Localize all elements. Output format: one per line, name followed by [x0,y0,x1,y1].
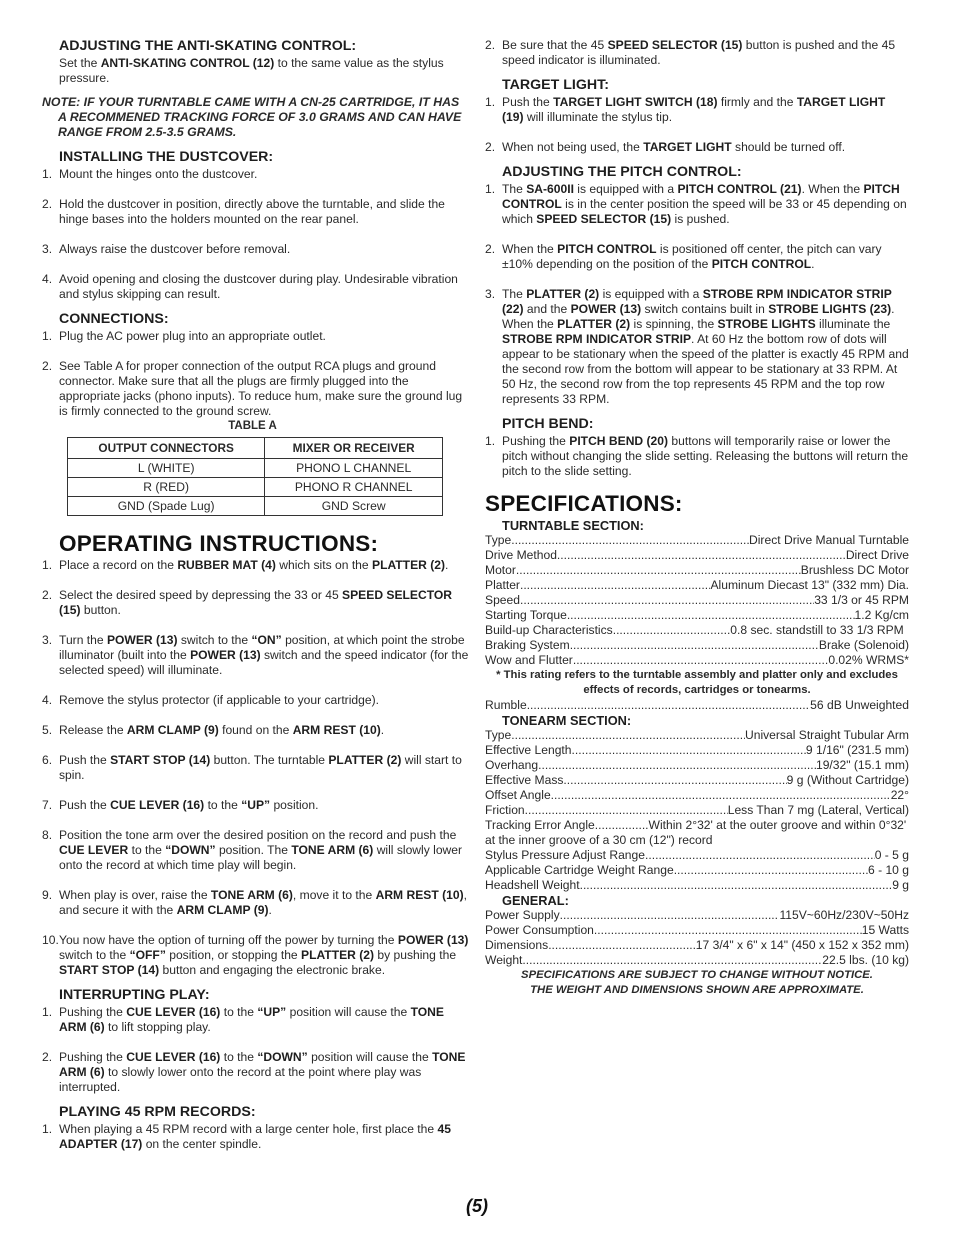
list-item: 1. Pushing the CUE LEVER (16) to the “UP” position will cause the TONE ARM (6) to lift stopping play. [42,1005,444,1034]
dustcover-heading: INSTALLING THE DUSTCOVER: [59,149,274,165]
list-item: 8. Position the tone arm over the desired position on the record and push the CUE LEVER to the “DOWN” position. The TONE ARM (6) will slowly lower onto the record at which time play will begin. [42,828,463,872]
spec-row [485,848,909,863]
spec-label: Rumble [485,698,527,712]
spec-label: Offset Angle [485,788,551,802]
list-item: 1. Pushing the PITCH BEND (20) buttons will temporarily raise or lower the pitch without changing the slide setting. Releasing the buttons will return the pitch to the slide setting. [485,434,909,478]
spec-label: Type [485,728,512,742]
spec-label: Motor [485,563,516,577]
spec-leader-dots [557,548,846,563]
table-header-row [68,438,443,459]
spec-row [485,803,909,818]
spec-value: Direct Drive Manual Turntable [749,533,909,547]
list-item: 2. When not being used, the TARGET LIGHT should be turned off. [485,140,846,154]
spec-leader-dots [511,533,749,548]
turntable-spec-list [485,533,909,623]
spec-value: Direct Drive [845,548,909,562]
spec-label: Applicable Cartridge Weight Range [485,863,674,877]
pitch-bend-heading: PITCH BEND: [502,416,594,432]
rating-note: * This rating refers to the turntable assembly and platter only and excludes effects of records, cartridges or tonearms. [496,669,898,696]
spec-label: Headshell Weight [485,878,580,892]
spec-leader-dots [645,848,875,863]
spec-value: 15 Watts [861,923,909,937]
tonearm-spec-list [485,848,909,893]
spec-value: 17 3/4" x 6" x 14" (450 x 152 x 352 mm) [695,938,909,952]
table-header: OUTPUT CONNECTORS [68,438,265,459]
spec-row [485,953,909,968]
spec-row [485,593,909,608]
spec-row [485,563,909,578]
spec-row [485,878,909,893]
spec-label: Friction [485,803,525,817]
spec-label: Platter [485,578,520,592]
spec-label: Overhang [485,758,539,772]
spec-leader-dots [525,803,728,818]
spec-label: Power Consumption [485,923,594,937]
disclaimer-line: THE WEIGHT AND DIMENSIONS SHOWN ARE APPROXIMATE. [530,984,864,996]
list-item: 9. When play is over, raise the TONE ARM (6), move it to the ARM REST (10), and secure it with the ARM CLAMP (9). [42,888,467,917]
spec-leader-dots [560,908,780,923]
anti-skating-text: Set the ANTI-SKATING CONTROL (12) to the same value as the stylus pressure. [59,56,444,85]
spec-leader-dots [570,638,819,653]
spec-label: Starting Torque [485,608,567,622]
spec-leader-dots [563,773,786,788]
table-cell: L (WHITE) [68,459,265,478]
table-row [68,459,443,478]
spec-leader-dots [538,758,816,773]
spec-value: 33 1/3 or 45 RPM [814,593,909,607]
table-cell: GND (Spade Lug) [68,497,265,516]
spec-leader-dots [527,698,810,713]
spec-leader-dots [511,728,745,743]
spec-row [485,908,909,923]
spec-value: 56 dB Unweighted [810,698,909,712]
operating-instructions-title: OPERATING INSTRUCTIONS: [59,531,379,556]
list-item: 4. Avoid opening and closing the dustcover during play. Undesirable vibration and stylus skipping can result. [42,272,458,301]
table-row [68,478,443,497]
list-item: 2. Pushing the CUE LEVER (16) to the “DOWN” position will cause the TONE ARM (6) to slowly lower onto the record at the point where play was interrupted. [42,1050,466,1094]
spec-row [485,608,909,623]
table-cell: PHONO R CHANNEL [265,478,443,497]
list-item: 2. Select the desired speed by depressing the 33 or 45 SPEED SELECTOR (15) button. [42,588,453,617]
table-cell: PHONO L CHANNEL [265,459,443,478]
spec-row: Tracking Error Angle................Within 2°32' at the outer groove and within 0°32' at the inner groove of a 30 cm (12") record [485,818,907,847]
table-row [68,497,443,516]
right-column [485,38,909,998]
list-item: 2. Be sure that the 45 SPEED SELECTOR (15) button is pushed and the 45 speed indicator is illuminated. [485,38,896,67]
spec-leader-dots [516,563,801,578]
spec-leader-dots [674,863,868,878]
list-item: 3. Always raise the dustcover before removal. [42,242,291,256]
spec-label: Speed [485,593,520,607]
spec-row [485,728,909,743]
spec-value: 6 - 10 g [867,863,909,877]
spec-value: Brushless DC Motor [800,563,909,577]
spec-row [485,653,909,668]
spec-value: 9 g (Without Cartridge) [786,773,909,787]
page-number: (5) [466,1196,488,1216]
spec-row [485,743,909,758]
spec-label: Effective Length [485,743,572,757]
spec-label: Effective Mass [485,773,564,787]
spec-value: Universal Straight Tubular Arm [744,728,909,742]
spec-label: Stylus Pressure Adjust Range [485,848,645,862]
turntable-section-heading: TURNTABLE SECTION: [502,518,644,533]
spec-row [485,638,909,653]
tonearm-spec-list [485,728,909,818]
spec-row [485,938,909,953]
list-item: 7. Push the CUE LEVER (16) to the “UP” position. [42,798,319,812]
spec-value: Less Than 7 mg (Lateral, Vertical) [727,803,909,817]
spec-row [485,578,909,593]
spec-label: Drive Method [485,548,557,562]
table-caption: TABLE A [228,420,277,432]
spec-row [485,533,909,548]
spec-leader-dots [520,578,711,593]
general-section-heading: GENERAL: [502,893,569,908]
spec-row [485,698,909,713]
pitch-control-heading: ADJUSTING THE PITCH CONTROL: [502,164,742,180]
list-item: 4. Remove the stylus protector (if applicable to your cartridge). [42,693,379,707]
list-item: 5. Release the ARM CLAMP (9) found on the ARM REST (10). [42,723,385,737]
spec-label: Power Supply [485,908,560,922]
spec-leader-dots [522,953,822,968]
list-item: 1. Place a record on the RUBBER MAT (4) which sits on the PLATTER (2). [42,558,449,572]
anti-skating-heading: ADJUSTING THE ANTI-SKATING CONTROL: [59,38,357,54]
spec-label: Weight [485,953,523,967]
spec-label: Braking System [485,638,570,652]
spec-leader-dots [520,593,814,608]
list-item: 10. You now have the option of turning off the power by turning the POWER (13) switch to the “OFF” position, or stopping the PLATTER (2) by pushing the START STOP (14) button and engaging the electronic brake. [42,933,469,977]
table-cell: R (RED) [68,478,265,497]
connections-heading: CONNECTIONS: [59,311,169,327]
spec-row [485,863,909,878]
spec-label: Wow and Flutter [485,653,573,667]
list-item: 1. Push the TARGET LIGHT SWITCH (18) firmly and the TARGET LIGHT (19) will illuminate the stylus tip. [485,95,886,124]
turntable-spec-list [485,638,909,668]
disclaimer-line: SPECIFICATIONS ARE SUBJECT TO CHANGE WITHOUT NOTICE. [521,969,873,981]
list-item: 2. When the PITCH CONTROL is positioned off center, the pitch can vary ±10% depending on the position of the PITCH CONTROL. [485,242,882,271]
left-column [42,38,470,1152]
specifications-title: SPECIFICATIONS: [485,491,683,516]
spec-value: 9 1/16" (231.5 mm) [805,743,909,757]
spec-label: Type [485,533,512,547]
table-header: MIXER OR RECEIVER [265,438,443,459]
spec-leader-dots [594,923,862,938]
spec-leader-dots [580,878,893,893]
general-spec-list [485,908,909,968]
spec-row [485,758,909,773]
spec-value: Brake (Solenoid) [818,638,909,652]
interrupting-play-heading: INTERRUPTING PLAY: [59,987,210,1003]
table-cell: GND Screw [265,497,443,516]
list-item: 1. When playing a 45 RPM record with a large center hole, first place the 45 ADAPTER (17) on the center spindle. [42,1122,451,1151]
turntable-spec-list [485,698,909,713]
spec-leader-dots [567,608,855,623]
list-item: 1. Mount the hinges onto the dustcover. [42,167,258,181]
spec-label: Dimensions [485,938,549,952]
list-item: 3. Turn the POWER (13) switch to the “ON” position, at which point the strobe illuminator (built into the POWER (13) switch and the speed indicator (for the selected speed) will illuminate. [42,633,469,677]
list-item: 1. The SA-600II is equipped with a PITCH CONTROL (21). When the PITCH CONTROL is in the center position the speed will be 33 or 45 depending on which SPEED SELECTOR (15) is pushed. [485,182,907,226]
spec-value: Aluminum Diecast 13" (332 mm) Dia. [710,578,909,592]
list-item: 2. See Table A for proper connection of the output RCA plugs and ground connector. Make sure that all the plugs are firmly plugged into the appropriate jacks (phono inputs). To reduce hum, make sure the ground lug is firmly connected to the ground screw. [42,359,463,418]
spec-value: 9 g [892,878,909,892]
spec-value: 19/32" (15.1 mm) [815,758,909,772]
spec-row [485,788,909,803]
spec-leader-dots [548,938,696,953]
spec-value: 1.2 Kg/cm [854,608,909,622]
spec-row [485,923,909,938]
spec-row [485,548,909,563]
list-item: 2. Hold the dustcover in position, directly above the turntable, and slide the hinge bases into the holders mounted on the rear panel. [42,197,445,226]
spec-value: 22° [890,788,909,802]
spec-row: Build-up Characteristics...................................0.8 sec. standstill to 33 1/3 RPM [485,623,904,637]
list-item: 1. Plug the AC power plug into an appropriate outlet. [42,329,326,343]
cartridge-note: NOTE: IF YOUR TURNTABLE CAME WITH A CN-25 CARTRIDGE, IT HAS A RECOMMENED TRACKING FORCE OF 3.0 GRAMS AND CAN HAVE RANGE FROM 2.5-3.5 GRAMS. [42,95,462,139]
list-item: 3. The PLATTER (2) is equipped with a STROBE RPM INDICATOR STRIP (22) and the POWER (13) switch contains built in STROBE LIGHTS (23). When the PLATTER (2) is spinning, the STROBE LIGHTS illuminate the STROBE RPM INDICATOR STRIP. At 60 Hz the bottom row of dots will appear to be stationary when the speed of the platter is exactly 45 RPM and the second row from the bottom will appear to be stationary at 33 RPM. At 50 Hz, the second row from the top represents 45 RPM and the top row represents 33 RPM. [485,287,909,406]
connections-table [67,437,443,516]
playing-45-heading: PLAYING 45 RPM RECORDS: [59,1104,256,1120]
spec-value: 22.5 lbs. (10 kg) [822,953,909,967]
spec-leader-dots [572,743,806,758]
spec-leader-dots [573,653,829,668]
spec-leader-dots [551,788,891,803]
spec-value: 0 - 5 g [874,848,909,862]
spec-value: 0.02% WRMS* [828,653,909,667]
target-light-heading: TARGET LIGHT: [502,77,609,93]
spec-row [485,773,909,788]
spec-value: 115V~60Hz/230V~50Hz [779,908,909,922]
list-item: 6. Push the START STOP (14) button. The turntable PLATTER (2) will start to spin. [42,753,462,782]
tonearm-section-heading: TONEARM SECTION: [502,713,632,728]
